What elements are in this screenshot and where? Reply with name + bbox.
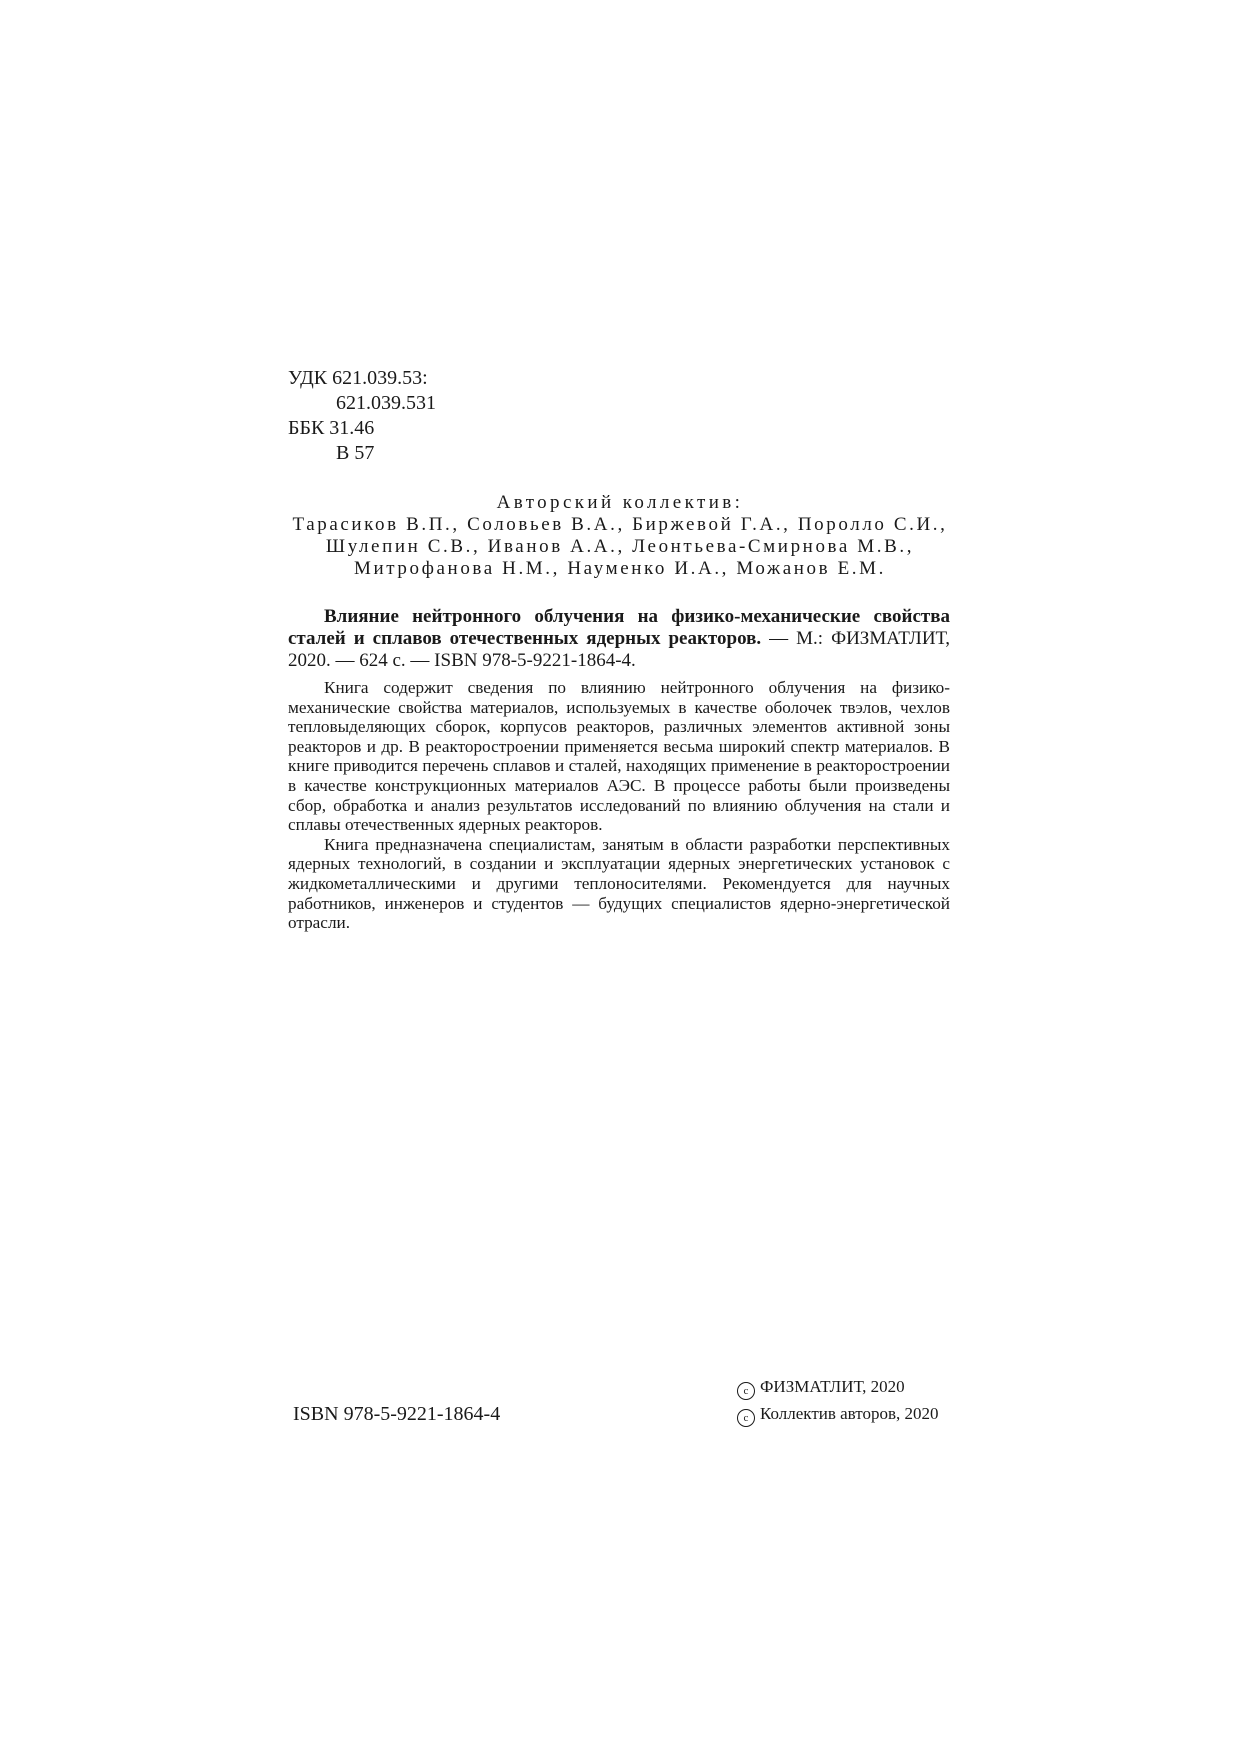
abstract-paragraph: Книга предназначена специалистам, занятым в области разработки перспективных ядерных технологий, в создании и эксплуатации ядерных энергетических установок с жидкометаллическими и другими теплоносителями. Рекомендуется для научных работников, инженеров и студентов — будущих специалистов ядерно-энергетической отрасли. — [288, 834, 950, 933]
copyright-icon: c — [737, 1409, 755, 1427]
author-line: Митрофанова Н.М., Науменко И.А., Можанов Е.М. — [354, 558, 886, 579]
publication-details: — М.: ФИЗМАТЛИТ, 2020. — 624 с. — ISBN 978-5-9221-1864-4. — [288, 628, 950, 671]
author-collective — [240, 492, 1000, 580]
copyright-icon: c — [737, 1382, 755, 1400]
copyright-block — [737, 1373, 951, 1427]
book-title: Влияние нейтронного облучения на физико-механические свойства сталей и сплавов отечественных ядерных реакторов. — [288, 606, 950, 649]
bbk-code: ББК 31.46 — [288, 417, 375, 439]
copyright-publisher — [737, 1373, 951, 1400]
udk-code-continuation: 621.039.531 — [336, 392, 436, 414]
copyright-authors — [737, 1400, 951, 1427]
copyright-publisher-text: ФИЗМАТЛИТ, 2020 — [760, 1377, 905, 1396]
copyright-authors-text: Коллектив авторов, 2020 — [760, 1404, 939, 1423]
classification-block — [288, 366, 436, 466]
author-sign: В 57 — [336, 442, 375, 464]
isbn-number: ISBN 978-5-9221-1864-4 — [293, 1403, 501, 1425]
author-line: Тарасиков В.П., Соловьев В.А., Биржевой Г.А., Поролло С.И., — [292, 514, 948, 535]
author-collective-heading: Авторский коллектив: — [496, 492, 744, 513]
bibliographic-citation — [288, 606, 950, 672]
author-line: Шулепин С.В., Иванов А.А., Леонтьева-Смирнова М.В., — [325, 536, 915, 557]
abstract — [288, 678, 950, 933]
udk-code: УДК 621.039.53: — [288, 367, 428, 389]
abstract-paragraph: Книга содержит сведения по влиянию нейтронного облучения на физико-механические свойства материалов, используемых в качестве оболочек твэлов, чехлов тепловыделяющих сборок, корпусов реакторов, различных элементов активной зоны реакторов и др. В реакторостроении применяется весьма широкий спектр материалов. В книге приводится перечень сплавов и сталей, находящих применение в реакторостроении в качестве конструкционных материалов АЭС. В процессе работы были произведены сбор, обработка и анализ результатов исследований по влиянию облучения на стали и сплавы отечественных ядерных реакторов. — [288, 678, 950, 835]
